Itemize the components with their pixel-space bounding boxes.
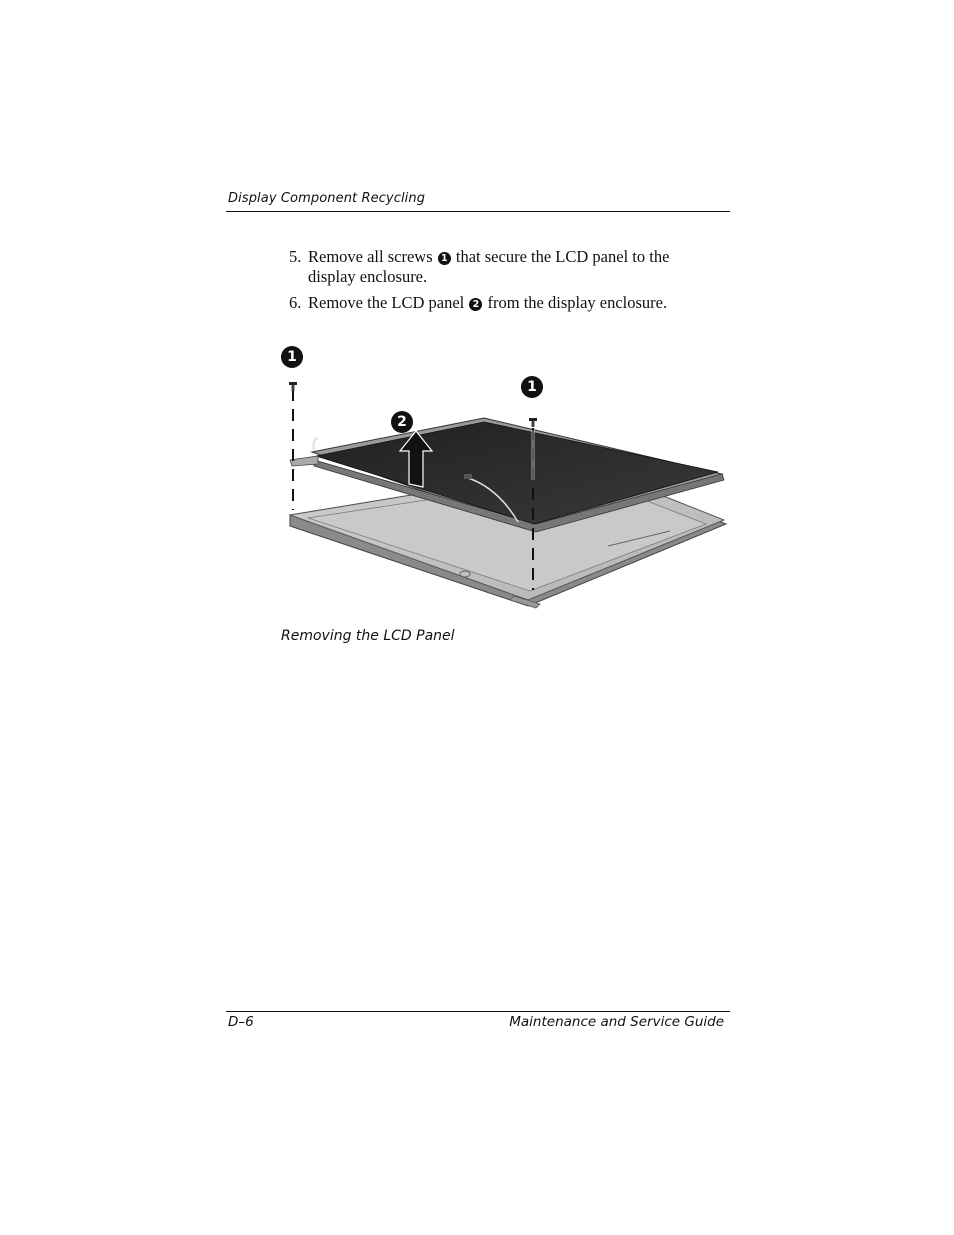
- step-number: 5.: [289, 247, 302, 266]
- step-text: Remove all screws: [308, 247, 433, 266]
- screw-icon: [529, 418, 537, 427]
- step-number: 6.: [289, 293, 302, 312]
- callout-2-icon: 2: [391, 411, 413, 433]
- lcd-panel-illustration: [278, 338, 730, 618]
- screw-icon: [289, 382, 297, 391]
- step-5: [289, 247, 709, 286]
- step-6: [289, 293, 709, 313]
- header-rule: [226, 211, 730, 212]
- callout-2-icon: 2: [469, 298, 482, 311]
- step-text: that secure the LCD panel to the display enclosure.: [308, 247, 670, 286]
- step-text: from the display enclosure.: [487, 293, 668, 312]
- figure-caption: Removing the LCD Panel: [281, 628, 455, 644]
- footer-rule: [226, 1011, 730, 1012]
- step-text: Remove the LCD panel: [308, 293, 465, 312]
- callout-1-icon: 1: [521, 376, 543, 398]
- book-title: Maintenance and Service Guide: [509, 1014, 724, 1030]
- running-head: Display Component Recycling: [228, 191, 426, 206]
- callout-1-icon: 1: [281, 346, 303, 368]
- procedure-steps: [289, 247, 709, 313]
- page-number: D–6: [228, 1014, 254, 1030]
- callout-1-icon: 1: [438, 252, 451, 265]
- lcd-removal-illustration: [278, 338, 730, 618]
